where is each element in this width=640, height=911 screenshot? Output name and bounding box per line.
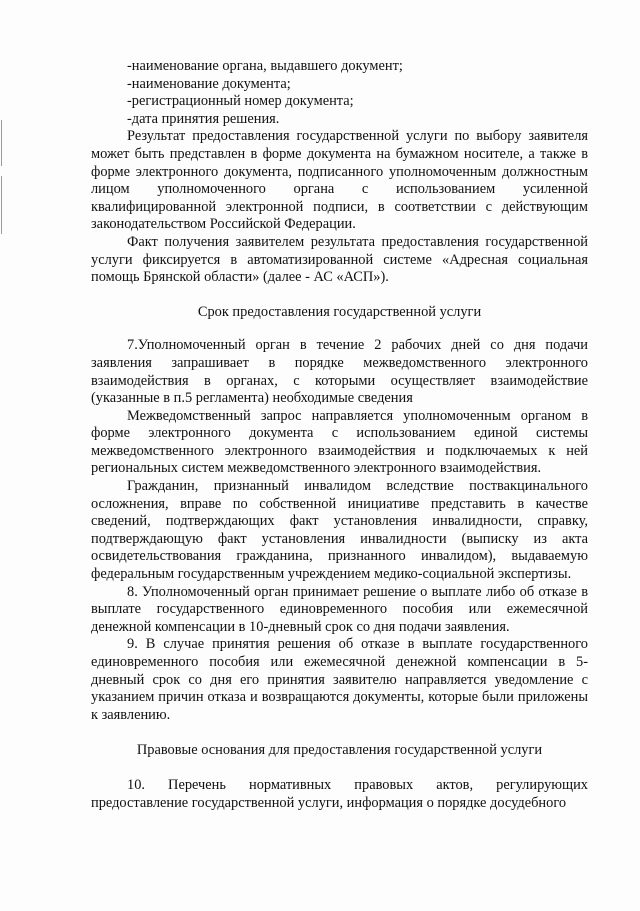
scan-edge-mark — [1, 176, 2, 234]
scan-edge-mark — [1, 120, 2, 166]
paragraph-8: 8. Уполномоченный орган принимает решение о выплате либо об отказе в выплате государственного единовременного пособия или ежемесячной денежной компенсации в 10-дневный срок со дня подачи заявления. — [91, 583, 588, 635]
section-heading-legal-basis: Правовые основания для предоставления государственной услуги — [136, 742, 543, 759]
paragraph-disabled-citizen: Гражданин, признанный инвалидом вследствие поствакцинального осложнения, вправе по собственной инициативе представить в качестве сведений, подтверждающих факт установления инвалидности, справку, подтверждающую факт установления инвалидности (выписку из акта освидетельствования гражданина, признанного инвалидом), выдаваемую федеральным государственным учреждением медико-социальной экспертизы. — [91, 478, 588, 583]
list-item: -регистрационный номер документа; — [127, 93, 354, 110]
list-item: -дата принятия решения. — [127, 110, 280, 127]
paragraph-interagency-request: Межведомственный запрос направляется уполномоченным органом в форме электронного документа с использованием единой системы межведомственного электронного взаимодействия и подключаемых к ней региональных систем межведомственного электронного взаимодействия. — [91, 407, 588, 477]
section-heading-term: Срок предоставления государственной услуги — [197, 303, 482, 320]
paragraph-9: 9. В случае принятия решения об отказе в выплате государственного единовременного пособия или ежемесячной денежной компенсации в 5-дневный срок со дня его принятия заявителю направляется уведомление с указанием причин отказа и возвращаются документы, которые были приложены к заявлению. — [91, 636, 588, 723]
paragraph-10: 10. Перечень нормативных правовых актов, регулирующих предоставление государственной услуги, информация о порядке досудебного — [91, 776, 588, 811]
paragraph-result-recorded: Факт получения заявителем результата предоставления государственной услуги фиксируется в автоматизированной системе «Адресная социальная помощь Брянской области» (далее - АС «АСП»). — [91, 233, 588, 286]
list-item: -наименование документа; — [127, 75, 291, 92]
paragraph-result-form: Результат предоставления государственной услуги по выбору заявителя может быть представлен в форме документа на бумажном носителе, а также в форме электронного документа, подписанного уполномоченным должностным лицом уполномоченного органа с использованием усиленной квалифицированной электронной подписи, в соответствии с действующим законодательством Российской Федерации. — [91, 128, 588, 233]
document-body — [91, 58, 588, 812]
list-item: -наименование органа, выдавшего документ; — [127, 58, 403, 74]
paragraph-7: 7.Уполномоченный орган в течение 2 рабочих дней со дня подачи заявления запрашивает в порядке межведомственного электронного взаимодействия в органах, с которыми осуществляет взаимодействие (указанные в п.5 регламента) необходимые сведения — [91, 337, 588, 407]
